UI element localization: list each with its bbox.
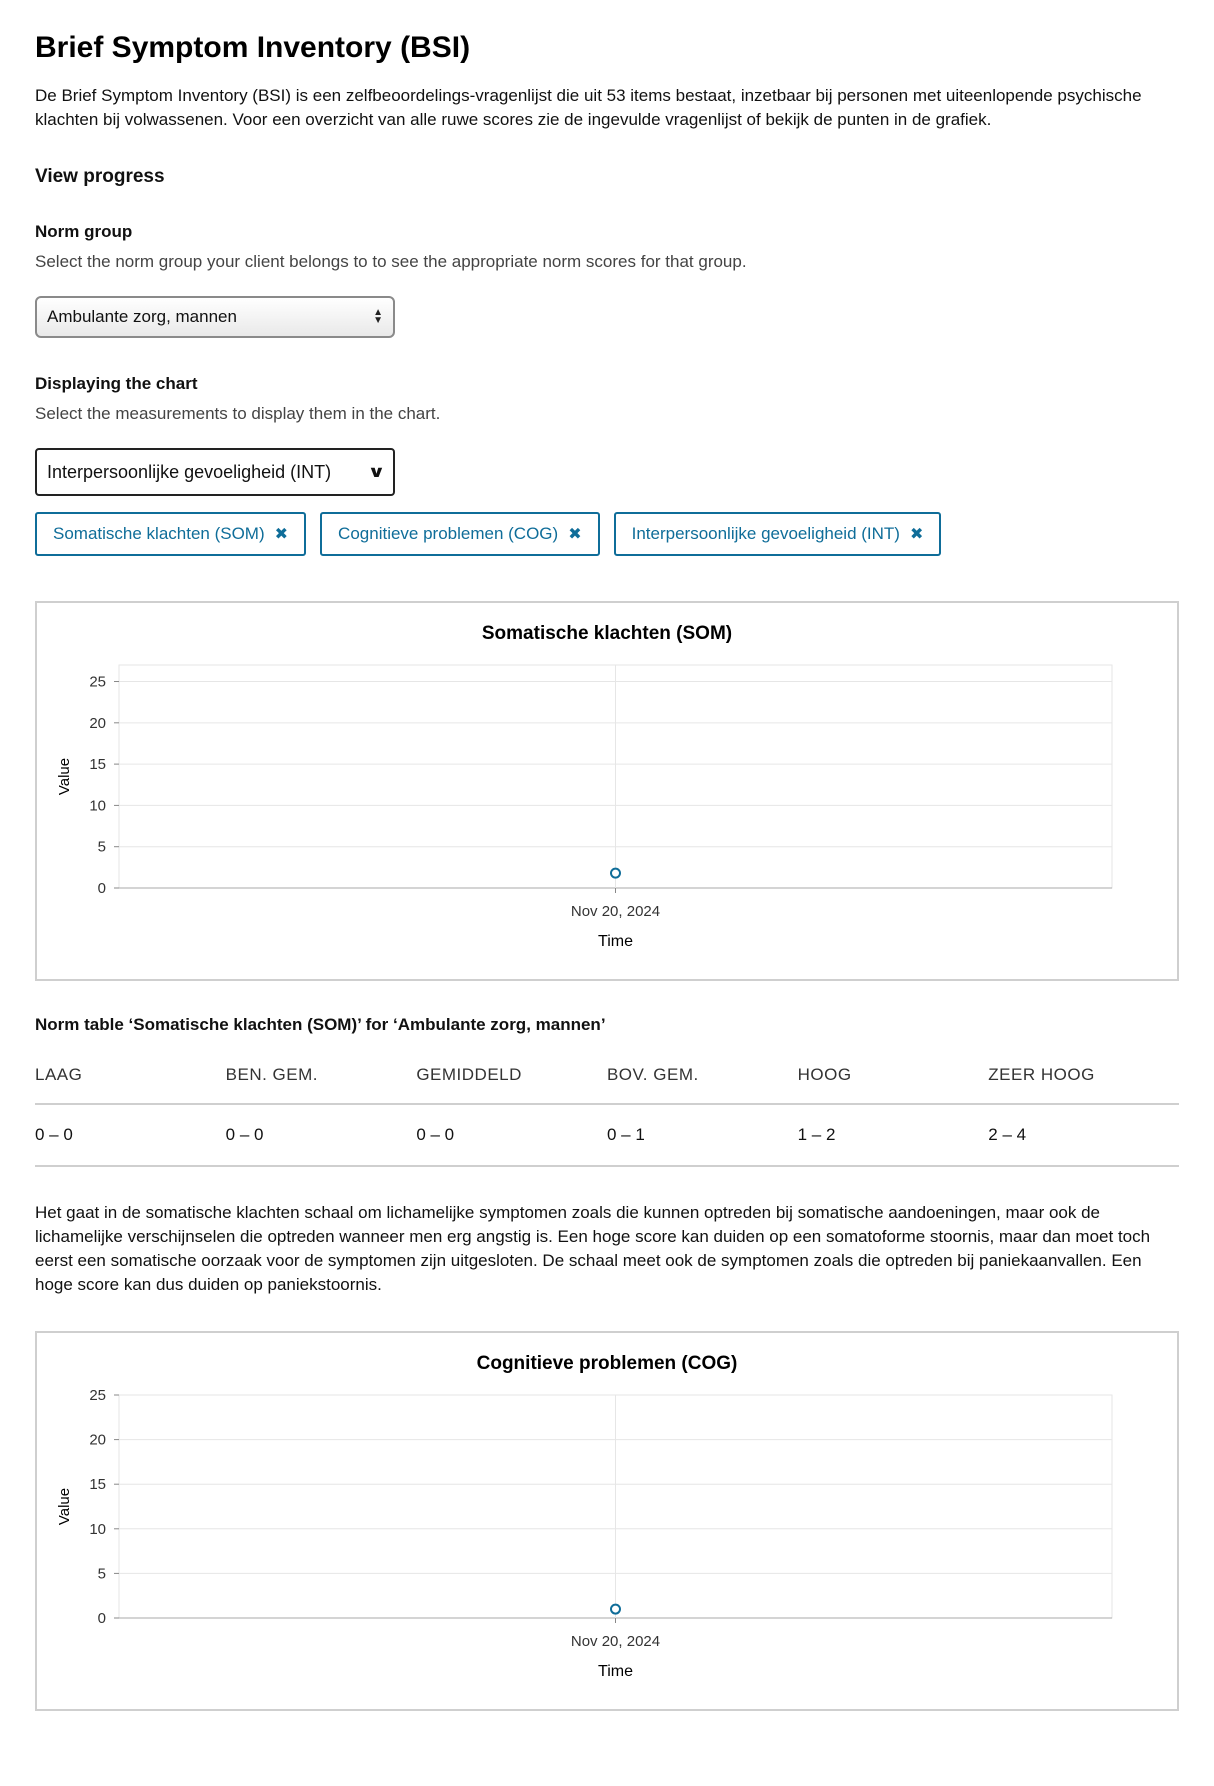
y-tick-label: 10 <box>89 797 106 815</box>
display-heading: Displaying the chart <box>35 374 198 393</box>
norm-table-title: Norm table ‘Somatische klachten (SOM)’ for ‘Ambulante zorg, mannen’ <box>35 1015 606 1034</box>
norm-cell: 1 – 2 <box>798 1104 989 1166</box>
view-progress-heading: View progress <box>35 166 165 187</box>
x-axis-label: Time <box>598 1663 633 1680</box>
tag-label: Interpersoonlijke gevoeligheid (INT) <box>631 524 900 543</box>
norm-header: HOOG <box>798 1053 989 1104</box>
y-tick-label: 20 <box>89 714 106 732</box>
tag-int[interactable] <box>614 512 942 556</box>
remove-icon[interactable]: ✖ <box>274 526 289 543</box>
scale-description: Het gaat in de somatische klachten schaal om lichamelijke symptomen zoals die kunnen optreden bij somatische aandoeningen, maar ook de lichamelijke verschijnselen die optreden wanneer men erg angstig is. Een hoge score kan duiden op een somatoforme stoornis, maar dan moet toch eerst een somatische oorzaak voor de symptomen zijn uitgesloten. De schaal meet ook de symptomen zoals die optreden bij paniekaanvallen. Een hoge score kan dus duiden op paniekstoornis. <box>35 1203 1151 1294</box>
tag-som[interactable] <box>35 512 306 556</box>
y-tick-label: 15 <box>89 756 106 774</box>
y-tick-label: 5 <box>97 1565 106 1583</box>
data-point <box>611 869 620 878</box>
page-title: Brief Symptom Inventory (BSI) <box>35 31 471 64</box>
norm-table <box>35 1053 1179 1167</box>
norm-table-header-row <box>35 1053 1179 1104</box>
remove-icon[interactable]: ✖ <box>568 526 582 543</box>
y-tick-label: 20 <box>89 1431 106 1449</box>
norm-group-help: Select the norm group your client belongs to to see the appropriate norm scores for that group. <box>35 252 747 271</box>
display-help: Select the measurements to display them in the chart. <box>35 404 441 423</box>
remove-icon[interactable]: ✖ <box>909 526 924 543</box>
y-tick-label: 25 <box>89 673 106 691</box>
selected-measurements <box>35 512 1179 556</box>
tag-label: Somatische klachten (SOM) <box>53 524 265 543</box>
y-axis-label: Value <box>56 757 73 796</box>
table-row <box>35 1104 1179 1166</box>
tag-cog[interactable] <box>320 512 600 556</box>
norm-header: BEN. GEM. <box>226 1053 417 1104</box>
y-tick-label: 15 <box>89 1476 106 1494</box>
chart-som <box>35 601 1179 981</box>
x-tick-label: Nov 20, 2024 <box>570 903 661 920</box>
norm-cell: 0 – 0 <box>416 1104 607 1166</box>
norm-cell: 0 – 1 <box>607 1104 798 1166</box>
norm-group-heading: Norm group <box>35 222 133 241</box>
data-point <box>611 1605 620 1614</box>
norm-header: BOV. GEM. <box>607 1053 798 1104</box>
chevron-down-icon: ∨ <box>367 464 386 481</box>
norm-header: LAAG <box>35 1053 226 1104</box>
y-tick-label: 0 <box>97 880 106 897</box>
updown-arrows-icon: ▲ ▼ <box>373 307 383 326</box>
x-axis-label: Time <box>598 933 633 950</box>
chart-title: Cognitieve problemen (COG) <box>476 1353 738 1374</box>
measurement-selected: Interpersoonlijke gevoeligheid (INT) <box>47 461 332 482</box>
y-tick-label: 10 <box>89 1520 106 1538</box>
x-tick-label: Nov 20, 2024 <box>570 1633 661 1650</box>
y-tick-label: 0 <box>97 1610 106 1627</box>
norm-header: ZEER HOOG <box>988 1053 1179 1104</box>
norm-group-select[interactable] <box>35 296 395 338</box>
chart-som-svg <box>37 603 1177 979</box>
norm-cell: 2 – 4 <box>988 1104 1179 1166</box>
chart-cog <box>35 1331 1179 1711</box>
intro-text: De Brief Symptom Inventory (BSI) is een zelfbeoordelings-vragenlijst die uit 53 items bestaat, inzetbaar bij personen met uiteenlopende psychische klachten bij volwassenen. Voor een overzicht van alle ruwe scores zie de ingevulde vragenlijst of bekijk de punten in de grafiek. <box>35 86 1142 129</box>
norm-cell: 0 – 0 <box>35 1104 226 1166</box>
norm-group-selected: Ambulante zorg, mannen <box>47 307 237 326</box>
measurement-select[interactable] <box>35 448 395 496</box>
chart-cog-svg <box>37 1333 1177 1709</box>
norm-header: GEMIDDELD <box>416 1053 607 1104</box>
y-tick-label: 5 <box>97 838 106 856</box>
tag-label: Cognitieve problemen (COG) <box>338 524 559 543</box>
chart-title: Somatische klachten (SOM) <box>481 623 733 644</box>
y-tick-label: 25 <box>89 1387 106 1404</box>
norm-cell: 0 – 0 <box>226 1104 417 1166</box>
y-axis-label: Value <box>56 1487 73 1526</box>
